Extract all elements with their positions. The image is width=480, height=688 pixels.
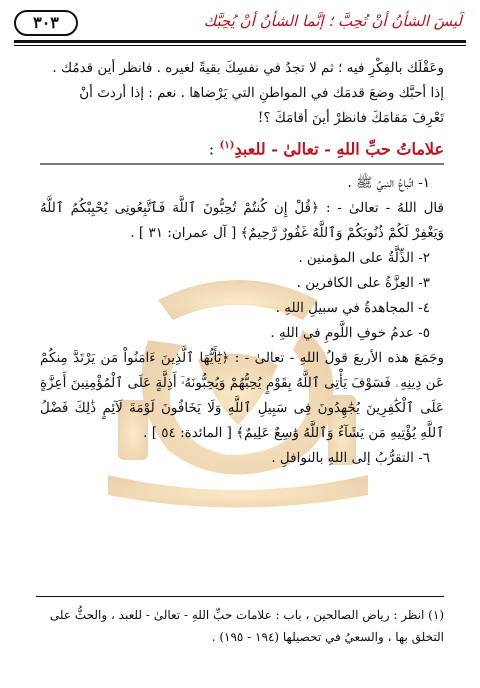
intro-line-2: إذا أحبَّك وضعَ قدمَك في المواطنِ التي يَرْضاها . نعم : إذا أردتَ أنْ [79,85,444,101]
header-divider [14,40,466,43]
footnote-marker: (١) [219,140,235,151]
section-heading-text: علاماتُ حبِّ اللهِ - تعالىٰ - للعبدِ [234,139,444,159]
intro-line-3: تَعْرِفَ مَقامَكَ فانظرْ أينَ أقامَكَ ؟! [257,110,444,126]
section-heading [40,133,444,161]
list-item-6: ٦- التقرُّبُ إلى اللهِ بالنوافلِ . [271,450,430,467]
page-body [40,56,444,471]
heading-colon: : [208,139,215,159]
list-item-2: ٢- الذِّلَّةُ على المؤمنين . [298,250,430,267]
quran-quote-1: قال اللهُ - تعالىٰ - : ﴿قُلْ إِن كُنتُمْ تُحِبُّونَ ٱللَّهَ فَٱتَّبِعُونِى يُحْبِبْكُمُ ٱللَّهُ وَيَغْفِرْ لَكُمْ ذُنُوبَكُمْ وَٱللَّهُ غَفُورٌ رَّحِيمٌ﴾ [ آل عمران: ٣١ ] . [40,200,444,242]
page-header [14,8,466,38]
running-title: لَيسَ الشأنُ أنْ تُحِبَّ ؛ إنَّما الشأنُ أنْ يُحِبَّك [203,12,462,30]
list-item-5: ٥- عدمُ خوفِ اللَّومِ في اللهِ . [270,325,430,342]
list-item-1: ١- اتِّباعُ النبيِّ ﷺ . [347,175,430,192]
footnote-divider [36,596,444,597]
footnote-line-2: التخلق بها ، والسعيُ في تحصيلها (١٩٤ - ١٩٥) . [211,630,444,644]
list-item-4: ٤- المجاهدةُ في سبيلِ اللهِ . [275,300,430,317]
footnote-line-1: (١) انظر : رياض الصالحين ، باب : علامات حبِّ اللهِ - تعالىٰ - للعبد ، والحثُّ على [49,608,444,622]
list-item-3: ٣- العِزَّةُ على الكافرين . [296,275,430,292]
heading-underline [40,163,444,165]
page-number: ٣٠٣ [14,10,78,36]
header-divider-thin [14,45,466,46]
intro-line-1: وعَقْلَك بالفِكْرِ فيه ؛ ثم لا تجدُ في نفسِكَ بقيةً لغيره . فانظر أين قدمُك . [52,60,444,76]
footnote [40,604,444,648]
quran-quote-2: وجَمَعَ هذه الأربعَ قولُ اللهِ - تعالىٰ - : ﴿يَٰٓأَيُّهَا ٱلَّذِينَ ءَامَنُواْ مَن يَرْتَدَّ مِنكُمْ عَن دِينِهِۦ فَسَوْفَ يَأْتِى ٱللَّهُ بِقَوْمٍ يُحِبُّهُمْ وَيُحِبُّونَهُۥٓ أَذِلَّةٍ عَلَى ٱلْمُؤْمِنِينَ أَعِزَّةٍ عَلَى ٱلْكَٰفِرِينَ يُجَٰهِدُونَ فِى سَبِيلِ ٱللَّهِ وَلَا يَخَافُونَ لَوْمَةَ لَآئِمٍ ذَٰلِكَ فَضْلُ ٱللَّهِ يُؤْتِيهِ مَن يَشَآءُ وَٱللَّهُ وَٰسِعٌ عَلِيمٌ﴾ [ المائدة: ٥٤ ] . [40,350,444,442]
